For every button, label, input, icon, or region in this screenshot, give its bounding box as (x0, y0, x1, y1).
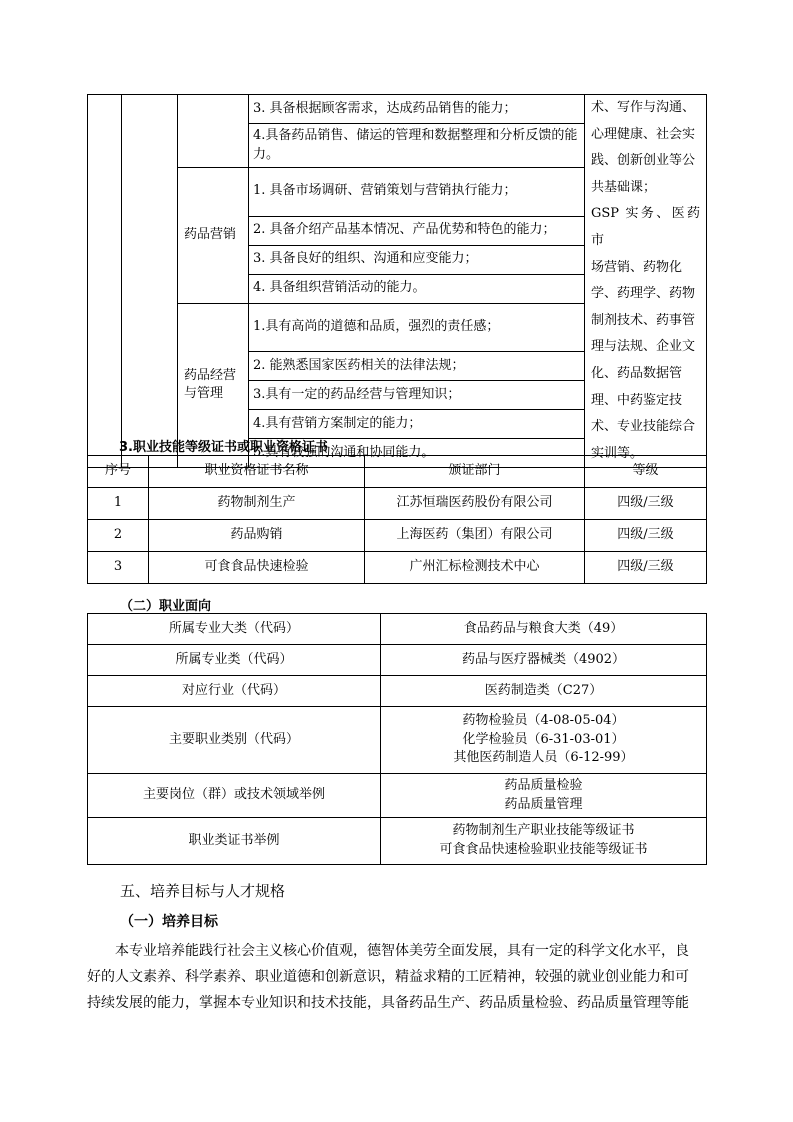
value-line: 药物制剂生产职业技能等级证书 (452, 823, 635, 839)
header-cell: 等级 (585, 456, 707, 488)
value-cell (381, 774, 707, 818)
ability-row: 4.具有营销方案制定的能力； (249, 410, 585, 439)
cert-row (88, 520, 707, 552)
course-line: 共基础课； (591, 179, 657, 195)
value-line: 药品质量检验 (504, 777, 583, 793)
ability-row: 1. 具备市场调研、营销策划与营销执行能力； (249, 168, 585, 217)
cell: 1 (88, 488, 149, 520)
course-line: 场营销、药物化 (591, 259, 683, 275)
course-line: 化、药品数据管 (591, 365, 683, 381)
value-cell: 食品药品与粮食大类（49） (381, 614, 707, 645)
course-line: 理与法规、企业文 (591, 339, 696, 355)
value-line: 药物检验员（4-08-05-04） (462, 712, 625, 728)
label-cell: 主要职业类别（代码） (88, 707, 381, 774)
course-line: 实训等。 (591, 445, 644, 461)
section-title: 五、培养目标与人才规格 (120, 882, 286, 900)
header-cell: 序号 (88, 456, 149, 488)
cell: 2 (88, 520, 149, 552)
cert-table (87, 455, 707, 584)
ability-row: 4. 具备组织营销活动的能力。 (249, 274, 585, 303)
cert-heading: 3.职业技能等级证书或职业资格证书 (119, 440, 328, 455)
value-cell: 医药制造类（C27） (381, 676, 707, 707)
cell: 可食食品快速检验 (149, 552, 365, 584)
goal-heading: （一）培养目标 (120, 914, 218, 930)
ability-row: 3. 具备良好的组织、沟通和应变能力； (249, 245, 585, 274)
course-line: 学、药理学、药物 (591, 286, 696, 302)
ability-row: 3. 具备根据顾客需求，达成药品销售的能力； (249, 95, 585, 124)
course-line: GSP 实务、医药市 (591, 206, 700, 248)
value-line: 可食食品快速检验职业技能等级证书 (439, 842, 648, 857)
group-line: 与管理 (184, 386, 224, 402)
course-line: 术、写作与沟通、 (591, 100, 696, 115)
value-cell: 药品与医疗器械类（4902） (381, 645, 707, 676)
label-cell: 职业类证书举例 (88, 818, 381, 865)
header-cell: 颁证部门 (365, 456, 585, 488)
course-list-cell (585, 95, 707, 468)
cell: 药品购销 (149, 520, 365, 552)
ability-row: 5.具有较强的沟通和协同能力。 (249, 439, 585, 468)
value-line: 药品质量管理 (504, 796, 583, 812)
label-cell: 主要岗位（群）或技术领域举例 (88, 774, 381, 818)
ability-table (87, 94, 707, 468)
para-line: 本专业培养能践行社会主义核心价值观，德智体美劳全面发展，具有一定的科学文化水平，良 (115, 943, 689, 959)
cell: 3 (88, 552, 149, 584)
course-line: 心理健康、社会实 (591, 126, 696, 142)
ability-row: 1.具有高尚的道德和品质，强烈的责任感； (249, 303, 585, 352)
para-line: 持续发展的能力，掌握本专业知识和技术技能，具备药品生产、药品质量检验、药品质量管理等能 (87, 995, 689, 1011)
ability-row: 2. 能熟悉国家医药相关的法律法规； (249, 352, 585, 381)
blank-cell-a (88, 95, 122, 468)
value-line: 其他医药制造人员（6-12-99） (453, 750, 634, 766)
goal-paragraph (87, 938, 707, 1016)
label-cell: 所属专业类（代码） (88, 645, 381, 676)
cell: 江苏恒瑞医药股份有限公司 (365, 488, 585, 520)
ability-row: 2. 具备介绍产品基本情况、产品优势和特色的能力； (249, 216, 585, 245)
header-cell: 职业资格证书名称 (149, 456, 365, 488)
group-drug-marketing: 药品营销 (178, 168, 249, 304)
cert-header-row (88, 456, 707, 488)
group-line: 药品经营 (184, 367, 237, 383)
blank-cell-c (178, 95, 249, 168)
ability-row: 4.具备药品销售、储运的管理和数据整理和分析反馈的能力。 (249, 124, 585, 168)
course-line: 理、中药鉴定技 (591, 392, 683, 408)
career-heading: （二）职业面向 (120, 599, 212, 614)
cell: 四级/三级 (585, 520, 707, 552)
course-line: 践、创新创业等公 (591, 153, 696, 169)
ability-row: 3.具有一定的药品经营与管理知识； (249, 381, 585, 410)
cell: 上海医药（集团）有限公司 (365, 520, 585, 552)
value-cell (381, 707, 707, 774)
cell: 四级/三级 (585, 552, 707, 584)
value-cell (381, 818, 707, 865)
cell: 广州汇标检测技术中心 (365, 552, 585, 584)
value-line: 化学检验员（6-31-03-01） (462, 731, 625, 747)
cert-row (88, 552, 707, 584)
blank-cell-b (122, 95, 178, 468)
cell: 四级/三级 (585, 488, 707, 520)
label-cell: 所属专业大类（代码） (88, 614, 381, 645)
para-line: 好的人文素养、科学素养、职业道德和创新意识，精益求精的工匠精神，较强的就业创业能力和可 (87, 969, 689, 985)
career-table (87, 613, 707, 865)
course-line: 制剂技术、药事管 (591, 312, 696, 328)
cert-row (88, 488, 707, 520)
cell: 药物制剂生产 (149, 488, 365, 520)
label-cell: 对应行业（代码） (88, 676, 381, 707)
course-line: 术、专业技能综合 (591, 419, 696, 435)
